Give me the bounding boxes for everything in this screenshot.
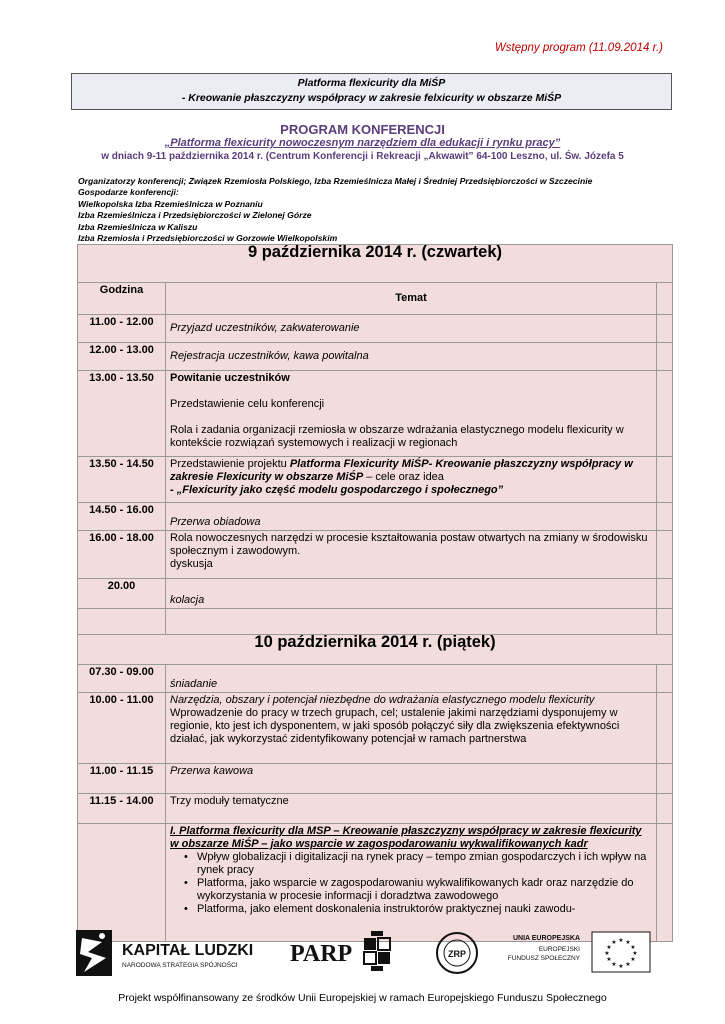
- row-topic: Rola nowoczesnych narzędzi w procesie kształtowania postaw otwartych na zmiany w środowisku społecznym i zawodowym. dyskusja: [166, 531, 657, 579]
- row-time: 16.00 - 18.00: [78, 531, 166, 579]
- zrp-logo: [437, 933, 477, 973]
- welcome-text: Powitanie uczestników: [170, 372, 290, 384]
- page-title: PROGRAM KONFERENCJI: [280, 122, 445, 137]
- eu-line2: EUROPEJSKI: [538, 946, 580, 953]
- list-item: • Platforma, jako wsparcie w zagospodarowaniu wykwalifikowanych kadr oraz narzędzie do wykorzystania w procesie informacji i doradztwa zawodowego: [184, 877, 652, 903]
- goal-text: Przedstawienie celu konferencji: [170, 398, 325, 410]
- row-topic: Przyjazd uczestników, zakwaterowanie: [166, 315, 657, 343]
- list-item: • Wpływ globalizacji i digitalizacji na rynek pracy – tempo zmian gospodarczych i ich wpływ na rynek pracy: [184, 851, 652, 877]
- host-item: Izba Rzemiosła i Przedsiębiorczości w Gorzowie Wielkopolskim: [78, 233, 338, 244]
- conference-dates-venue: w dniach 9-11 października 2014 r. (Centrum Konferencji i Rekreacji „Akwawit” 64-100 Leszno, ul. Św. Józefa 5: [101, 151, 624, 162]
- row-time: 11.00 - 12.00: [78, 315, 166, 343]
- day-header-row: [78, 245, 673, 283]
- svg-text:★: ★: [632, 950, 638, 957]
- svg-text:★: ★: [618, 937, 624, 944]
- svg-text:★: ★: [611, 939, 617, 946]
- row-topic: Trzy moduły tematyczne: [166, 794, 657, 824]
- role-text: Rola i zadania organizacji rzemiosła w obszarze wdrażania elastycznego modelu flexicurity w kontekście rozwiązań systemowych i realizacji w regionach: [170, 424, 624, 449]
- table-row: [78, 457, 673, 503]
- row-topic: [166, 824, 657, 942]
- parp-logo: [290, 931, 390, 971]
- conference-subtitle: „Platforma flexicurity nowoczesnym narzędziem dla edukacji i rynku pracy”: [164, 137, 561, 149]
- table-row: [78, 794, 673, 824]
- project-title-line1: Platforma flexicurity dla MiŚP: [297, 77, 446, 89]
- row-topic: Narzędzia, obszary i potencjał niezbędne do wdrażania elastycznego modelu flexicurity Wprowadzenie do pracy w trzech grupach, cel; ustalenie jakimi narzędziami dysponujemy w regionie, kto jest ich dysponentem, w jaki sposób połączyć siły dla zwiększenia efektywności działać, jak wykorzystać zidentyfikowany potencjał w ramach partnerstwa: [166, 693, 657, 764]
- host-item: Wielkopolska Izba Rzemieślnicza w Poznaniu: [78, 198, 263, 209]
- svg-text:★: ★: [625, 939, 631, 946]
- organizers-line: Organizatorzy konferencji; Związek Rzemiosła Polskiego, Izba Rzemieślnicza Małej i Średniej Przedsiębiorczości w Szczecinie: [78, 176, 593, 186]
- row-time: 11.15 - 14.00: [78, 794, 166, 824]
- day2-title: 10 października 2014 r. (piątek): [78, 635, 673, 665]
- kl-subtitle: NARODOWA STRATEGIA SPÓJNOŚCI: [122, 962, 238, 969]
- day-header-row: [78, 635, 673, 665]
- logos-bar: [72, 928, 672, 978]
- footer-note: Projekt współfinansowany ze środków Unii Europejskiej w ramach Europejskiego Funduszu Społecznego: [118, 992, 607, 1004]
- table-row: [78, 503, 673, 531]
- svg-text:★: ★: [606, 956, 612, 963]
- row-time: 07.30 - 09.00: [78, 665, 166, 693]
- host-item: Izba Rzemieślnicza w Kaliszu: [78, 221, 198, 232]
- row-time: 10.00 - 11.00: [78, 693, 166, 764]
- eu-logo: [508, 932, 650, 972]
- logos-svg: [72, 928, 672, 978]
- table-row: [78, 665, 673, 693]
- list-item: • Platforma, jako element doskonalenia instruktorów praktycznej nauki zawodu-: [184, 903, 652, 916]
- table-row: [78, 764, 673, 794]
- column-header-row: [78, 283, 673, 315]
- time-column-header: Godzina: [78, 283, 166, 315]
- hosts-heading: Gospodarze konferencji:: [78, 187, 179, 198]
- svg-text:★: ★: [611, 961, 617, 968]
- table-row: [78, 343, 673, 371]
- topic-column-header: Temat: [166, 283, 657, 315]
- row-topic: Przerwa kawowa: [166, 764, 657, 794]
- row-topic: Przerwa obiadowa: [166, 503, 657, 531]
- organizers-block: [78, 176, 592, 244]
- svg-text:★: ★: [630, 956, 636, 963]
- row-topic: Przedstawienie projektu Platforma Flexicurity MiŚP- Kreowanie płaszczyzny współpracy w zakresie Flexicurity w obszarze MiŚP – cele oraz idea - „Flexicurity jako część modelu gospodarczego i społecznego”: [166, 457, 657, 503]
- row-time: 13.50 - 14.50: [78, 457, 166, 503]
- row-time: 11.00 - 11.15: [78, 764, 166, 794]
- eu-line3: FUNDUSZ SPOŁECZNY: [507, 955, 580, 962]
- row-topic: [166, 371, 657, 457]
- svg-text:★: ★: [606, 944, 612, 951]
- table-row: [78, 531, 673, 579]
- project-title-line2: - Kreowanie płaszczyzny współpracy w zakresie felxicurity w obszarze MiŚP: [181, 92, 562, 104]
- row-time: 20.00: [78, 579, 166, 609]
- table-row: [78, 693, 673, 764]
- row-time: 13.00 - 13.50: [78, 371, 166, 457]
- row-topic: Rejestracja uczestników, kawa powitalna: [166, 343, 657, 371]
- parp-text: PARP: [290, 941, 353, 967]
- project-title-box: [71, 73, 672, 110]
- svg-text:★: ★: [604, 950, 610, 957]
- eu-title: UNIA EUROPEJSKA: [512, 935, 580, 942]
- row-topic: śniadanie: [166, 665, 657, 693]
- row-time: 12.00 - 13.00: [78, 343, 166, 371]
- module-title: I. Platforma flexicurity dla MSP – Kreowanie płaszczyzny współpracy w zakresie flexicurity w obszarze MiŚP – jako wsparcie w zagospodarowaniu wykwalifikowanych kadr: [170, 825, 642, 850]
- kl-title: KAPITAŁ LUDZKI: [122, 942, 254, 959]
- table-row: [78, 315, 673, 343]
- preliminary-program-note: Wstępny program (11.09.2014 r.): [494, 42, 663, 54]
- table-row: [78, 579, 673, 609]
- module-bullets: [170, 851, 652, 916]
- day1-title: 9 października 2014 r. (czwartek): [78, 245, 673, 283]
- empty-row: [78, 609, 673, 635]
- svg-text:★: ★: [618, 963, 624, 970]
- table-row: [78, 824, 673, 942]
- row-time: 14.50 - 16.00: [78, 503, 166, 531]
- row-topic: kolacja: [166, 579, 657, 609]
- svg-text:★: ★: [630, 944, 636, 951]
- table-row: [78, 371, 673, 457]
- svg-text:★: ★: [625, 961, 631, 968]
- kapital-ludzki-logo: [76, 930, 253, 976]
- zrp-text: ZRP: [448, 949, 466, 959]
- host-item: Izba Rzemieślnicza i Przedsiębiorczości w Zielonej Górze: [78, 210, 312, 221]
- program-table: [77, 244, 673, 942]
